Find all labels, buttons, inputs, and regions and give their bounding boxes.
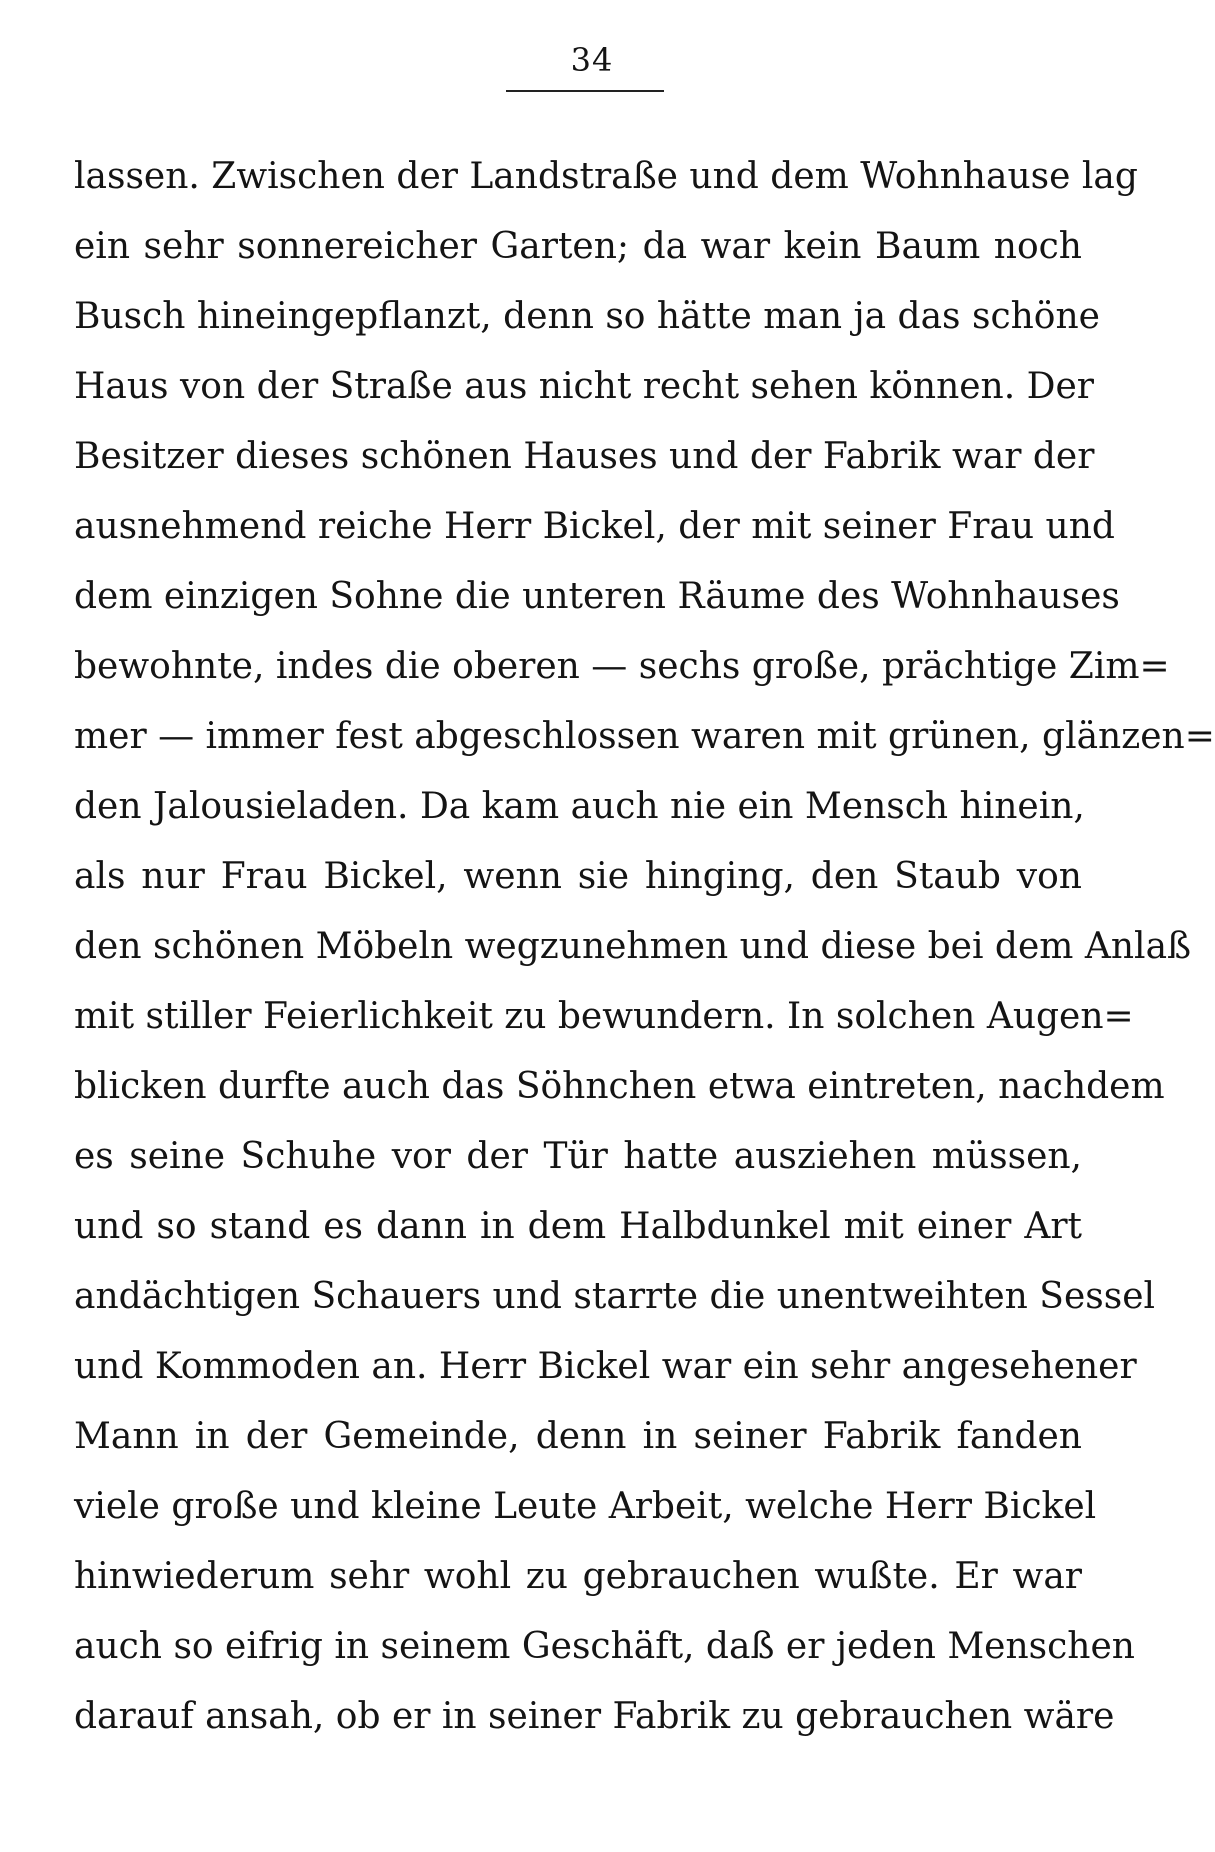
text-line: Besitzer dieses schönen Hauses und der Fabrik war der xyxy=(74,436,1095,477)
header-rule xyxy=(506,90,664,92)
text-line: und so stand es dann in dem Halbdunkel mit einer Art xyxy=(74,1206,1082,1247)
text-line: lassen. Zwischen der Landstraße und dem Wohnhause lag xyxy=(74,156,1138,197)
text-line: und Kommoden an. Herr Bickel war ein sehr angesehener xyxy=(74,1346,1137,1387)
text-line: als nur Frau Bickel, wenn sie hinging, den Staub von xyxy=(74,856,1082,897)
text-line: andächtigen Schauers und starrte die unentweihten Sessel xyxy=(74,1276,1156,1317)
body-text xyxy=(74,142,1215,1752)
text-line: bewohnte, indes die oberen — sechs große, prächtige Zim= xyxy=(74,646,1170,687)
text-line: blicken durfte auch das Söhnchen etwa eintreten, nachdem xyxy=(74,1066,1165,1107)
text-line: hinwiederum sehr wohl zu gebrauchen wußte. Er war xyxy=(74,1556,1082,1597)
page-number: 34 xyxy=(570,41,614,79)
text-line: Haus von der Straße aus nicht recht sehen können. Der xyxy=(74,366,1095,407)
text-line: darauf ansah, ob er in seiner Fabrik zu gebrauchen wäre xyxy=(74,1696,1115,1737)
text-line: viele große und kleine Leute Arbeit, welche Herr Bickel xyxy=(74,1486,1097,1527)
text-line: mit stiller Feierlichkeit zu bewundern. In solchen Augen= xyxy=(74,996,1134,1037)
text-line: den schönen Möbeln wegzunehmen und diese bei dem Anlaß xyxy=(74,926,1192,967)
text-line: ausnehmend reiche Herr Bickel, der mit seiner Frau und xyxy=(74,506,1115,547)
text-line: mer — immer fest abgeschlossen waren mit grünen, glänzen= xyxy=(74,716,1215,757)
text-line: Busch hineingepflanzt, denn so hätte man ja das schöne xyxy=(74,296,1100,337)
text-line: auch so eifrig in seinem Geschäft, daß er jeden Menschen xyxy=(74,1626,1135,1667)
text-line: ein sehr sonnereicher Garten; da war kein Baum noch xyxy=(74,226,1082,267)
text-line: dem einzigen Sohne die unteren Räume des Wohnhauses xyxy=(74,576,1120,617)
text-line: Mann in der Gemeinde, denn in seiner Fabrik fanden xyxy=(74,1416,1082,1457)
text-line: es seine Schuhe vor der Tür hatte ausziehen müssen, xyxy=(74,1136,1082,1177)
text-line: den Jalousieladen. Da kam auch nie ein Mensch hinein, xyxy=(74,786,1085,827)
